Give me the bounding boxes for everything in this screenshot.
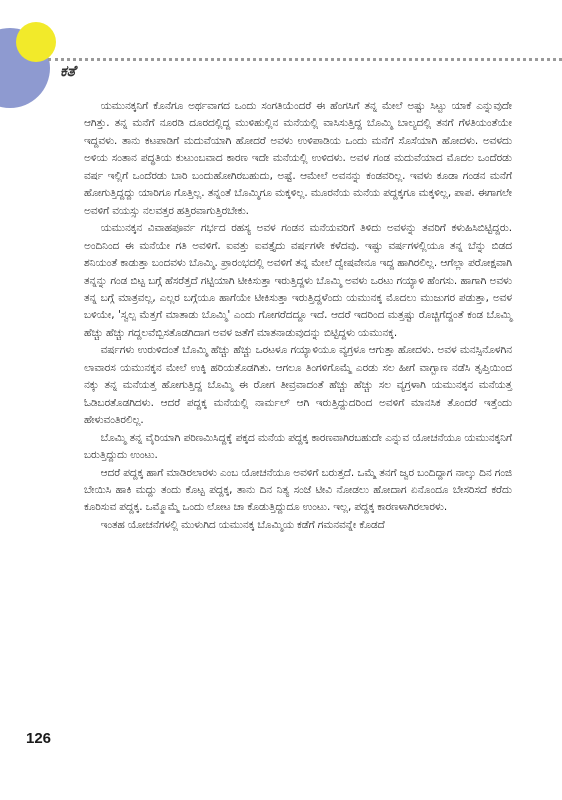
paragraph: ಇಂತಹ ಯೋಚನೆಗಳಲ್ಲಿ ಮುಳುಗಿದ ಯಮುನಕ್ಕ ಬೊಮ್ಮಿಯ ಕಡೆಗೆ ಗಮನವನ್ನೇ ಕೊಡದೆ bbox=[100, 518, 385, 531]
article-body bbox=[84, 98, 512, 534]
paragraph: ಬೊಮ್ಮಿ ತನ್ನ ವೈರಿಯಾಗಿ ಪರಿಣಮಿಸಿದ್ದಕ್ಕೆ ಪಕ್ಕದ ಮನೆಯ ಪದ್ದಕ್ಕ ಕಾರಣವಾಗಿರಬಹುದೇ ಎನ್ನುವ ಯೋಚನೆಯೂ ಯಮುನಕ್ಕನಿಗೆ ಬರುತ್ತಿದ್ದುದು ಉಂಟು. bbox=[84, 431, 512, 462]
dotted-header-rule bbox=[48, 58, 562, 61]
paragraph: ಯಮುನಕ್ಕನಿಗೆ ಕೊನೆಗೂ ಅರ್ಥವಾಗದ ಒಂದು ಸಂಗತಿಯೆಂದರೆ ಈ ಹೆಂಗಸಿಗೆ ತನ್ನ ಮೇಲೆ ಅಷ್ಟು ಸಿಟ್ಟು ಯಾಕೆ ಎನ್ನುವುದೇ ಆಗಿತ್ತು. ತನ್ನ ಮನೆಗೆ ನೂರಡಿ ದೂರದಲ್ಲಿದ್ದ ಮುಳಿಹುಲ್ಲಿನ ಮನೆಯಲ್ಲಿ ವಾಸಿಸುತ್ತಿದ್ದ ಬೊಮ್ಮಿ ಬಾಲ್ಯದಲ್ಲಿ ತನಗೆ ಗೆಳತಿಯಂತೆಯೇ ಇದ್ದವಳು. ತಾನು ಕಟಪಾಡಿಗೆ ಮದುವೆಯಾಗಿ ಹೋದರೆ ಅವಳು ಉಳಿಪಾಡಿಯ ಒಂದು ಮನೆಗೆ ಸೊಸೆಯಾಗಿ ಹೋದಳು. ಅವಳದು ಅಳಿಯ ಸಂತಾನ ಪದ್ಧತಿಯ ಕುಟುಂಬವಾದ ಕಾರಣ ಇದೇ ಮನೆಯಲ್ಲಿ ಉಳಿದಳು. ಅವಳ ಗಂಡ ಮದುವೆಯಾದ ಮೊದಲ ಒಂದೆರಡು ವರ್ಷ ಇಲ್ಲಿಗೆ ಒಂದೆರಡು ಬಾರಿ ಬಂದುಹೋಗಿರಬಹುದು, ಅಷ್ಟೆ. ಆಮೇಲೆ ಅವನನ್ನು ಕಂಡವರಿಲ್ಲ. ಇವಳು ಕೂಡಾ ಗಂಡನ ಮನೆಗೆ ಹೋಗುತ್ತಿದ್ದದ್ದು ಯಾರಿಗೂ ಗೊತ್ತಿಲ್ಲ. ತನ್ನಂತೆ ಬೊಮ್ಮಿಗೂ ಮಕ್ಕಳಿಲ್ಲ. ಮೂರನೆಯ ಮನೆಯ ಪದ್ದಕ್ಕಗೂ ಮಕ್ಕಳಿಲ್ಲ, ಪಾಪ. ಈಗಾಗಲೇ ಅವಳಿಗೆ ವಯಸ್ಸು ನಲವತ್ತರ ಹತ್ತಿರವಾಗುತ್ತಿರಬೇಕು. bbox=[84, 100, 512, 217]
page-number: 126 bbox=[26, 730, 52, 747]
paragraph: ಯಮುನಕ್ಕನ ವಿವಾಹಪೂರ್ವ ಗರ್ಭದ ರಹಸ್ಯ ಅವಳ ಗಂಡನ ಮನೆಯವರಿಗೆ ತಿಳಿದು ಅವಳನ್ನು ತವರಿಗೆ ಕಳುಹಿಸಿಬಿಟ್ಟಿದ್ದರು. ಅಂದಿನಿಂದ ಈ ಮನೆಯೇ ಗತಿ ಅವಳಿಗೆ. ಐವತ್ತು ಐವತ್ತೈದು ವರ್ಷಗಳೇ ಕಳೆದವು. ಇಷ್ಟು ವರ್ಷಗಳಲ್ಲಿಯೂ ತನ್ನ ಬೆನ್ನು ಬಿಡದ ಶನಿಯಂತೆ ಕಾಡುತ್ತಾ ಬಂದವಳು ಬೊಮ್ಮಿ. ಪ್ರಾರಂಭದಲ್ಲಿ ಅವಳಿಗೆ ತನ್ನ ಮೇಲೆ ದ್ವೇಷವೇನೂ ಇದ್ದ ಹಾಗಿರಲಿಲ್ಲ. ಆಗೆಲ್ಲಾ ಪರೋಕ್ಷವಾಗಿ ತನ್ನನ್ನು ಗಂಡ ಬಿಟ್ಟ ಬಗ್ಗೆ ಹೆಸರೆತ್ತದೆ ಗಟ್ಟಿಯಾಗಿ ಟೀಕಿಸುತ್ತಾ ಇರುತ್ತಿದ್ದಳು ಬೊಮ್ಮಿ ಅವಳು ಒರಟು ಗಯ್ಯಾಳಿ ಹೆಂಗಸು. ಹಾಗಾಗಿ ಅವಳು ತನ್ನ ಬಗ್ಗೆ ಮಾತ್ರವಲ್ಲ, ಎಲ್ಲರ ಬಗ್ಗೆಯೂ ಹಾಗೆಯೇ ಟೀಕಿಸುತ್ತಾ ಇರುತ್ತಿದ್ದಳೆಂದು ಯಮುನಕ್ಕ ಮೊದಲು ಮುಜುಗರ ಪಡುತ್ತಾ, ಅವಳ ಬಳಿಯೇ, 'ಸ್ವಲ್ಪ ಮೆತ್ತಗೆ ಮಾತಾಡು ಬೊಮ್ಮಿ' ಎಂದು ಗೋಗರೆದದ್ದೂ ಇದೆ. ಆದರೆ ಇದರಿಂದ ಮತ್ತಷ್ಟು ರೊಚ್ಚಿಗೆದ್ದಂತೆ ಕಂಡ ಬೊಮ್ಮಿ ಹೆಚ್ಚು ಹೆಚ್ಚು ಗದ್ದಲವೆಬ್ಬಿಸತೊಡಗಿದಾಗ ಅವಳ ಜತೆಗೆ ಮಾತನಾಡುವುದನ್ನು ಬಿಟ್ಟಿದ್ದಳು ಯಮುನಕ್ಕ. bbox=[84, 222, 512, 339]
paragraph: ವರ್ಷಗಳು ಉರುಳಿದಂತೆ ಬೊಮ್ಮಿ ಹೆಚ್ಚು ಹೆಚ್ಚು ಒರಟಳೂ ಗಯ್ಯಾಳಿಯೂ ವ್ಯಗ್ರಳೂ ಆಗುತ್ತಾ ಹೋದಳು. ಅವಳ ಮನಸ್ಸಿನೊಳಗಿನ ಲಾವಾರಸ ಯಮುನಕ್ಕನ ಮೇಲೆ ಉಕ್ಕಿ ಹರಿಯತೊಡಗಿತು. ಆಗಲೂ ತಿಂಗಳಿಗೊಮ್ಮೆ ಎರಡು ಸಲ ಹೀಗೆ ವಾಗ್ಬಾಣ ನಡೆಸಿ ತೃಪ್ತಿಯಿಂದ ನಕ್ಕು ತನ್ನ ಮನೆಯತ್ತ ಹೋಗುತ್ತಿದ್ದ ಬೊಮ್ಮಿ ಈ ರೋಗ ತೀವ್ರವಾದಂತೆ ಹೆಚ್ಚು ಹೆಚ್ಚು ಸಲ ವ್ಯಗ್ರಳಾಗಿ ಯಮುನಕ್ಕನ ಮನೆಯತ್ತ ಓಡಿಬರತೊಡಗಿದಳು. ಆದರೆ ಪದ್ದಕ್ಕ ಮನೆಯಲ್ಲಿ ನಾರ್ಮಲ್ ಆಗಿ ಇರುತ್ತಿದ್ದುದರಿಂದ ಅವಳಿಗೆ ಮಾನಸಿಕ ತೊಂದರೆ ಇತ್ತೆಂದು ಹೇಳುವಂತಿರಲಿಲ್ಲ. bbox=[84, 344, 512, 427]
paragraph: ಆದರೆ ಪದ್ದಕ್ಕ ಹಾಗೆ ಮಾಡಿರಲಾರಳು ಎಂಬ ಯೋಚನೆಯೂ ಅವಳಿಗೆ ಬರುತ್ತದೆ. ಒಮ್ಮೆ ತನಗೆ ಜ್ವರ ಬಂದಿದ್ದಾಗ ನಾಲ್ಕು ದಿನ ಗಂಜಿ ಬೇಯಿಸಿ ಹಾಕಿ ಮದ್ದು ತಂದು ಕೊಟ್ಟ ಪದ್ದಕ್ಕ, ತಾನು ದಿನ ನಿತ್ಯ ಸಂಜೆ ಟೀವಿ ನೋಡಲು ಹೋದಾಗ ಏನೊಂದೂ ಬೇಸರಿಸದೆ ಕರೆದು ಕೂರಿಸುವ ಪದ್ದಕ್ಕ. ಒಮ್ಮೊಮ್ಮೆ ಒಂದು ಲೋಟ ಚಾ ಕೊಡುತ್ತಿದ್ದುದೂ ಉಂಟು. ಇಲ್ಲ, ಪದ್ದಕ್ಕ ಕಾರಣಳಾಗಿರಲಾರಳು. bbox=[84, 466, 512, 514]
decorative-yellow-circle bbox=[16, 22, 56, 62]
section-label: ಕತೆ bbox=[60, 62, 76, 80]
